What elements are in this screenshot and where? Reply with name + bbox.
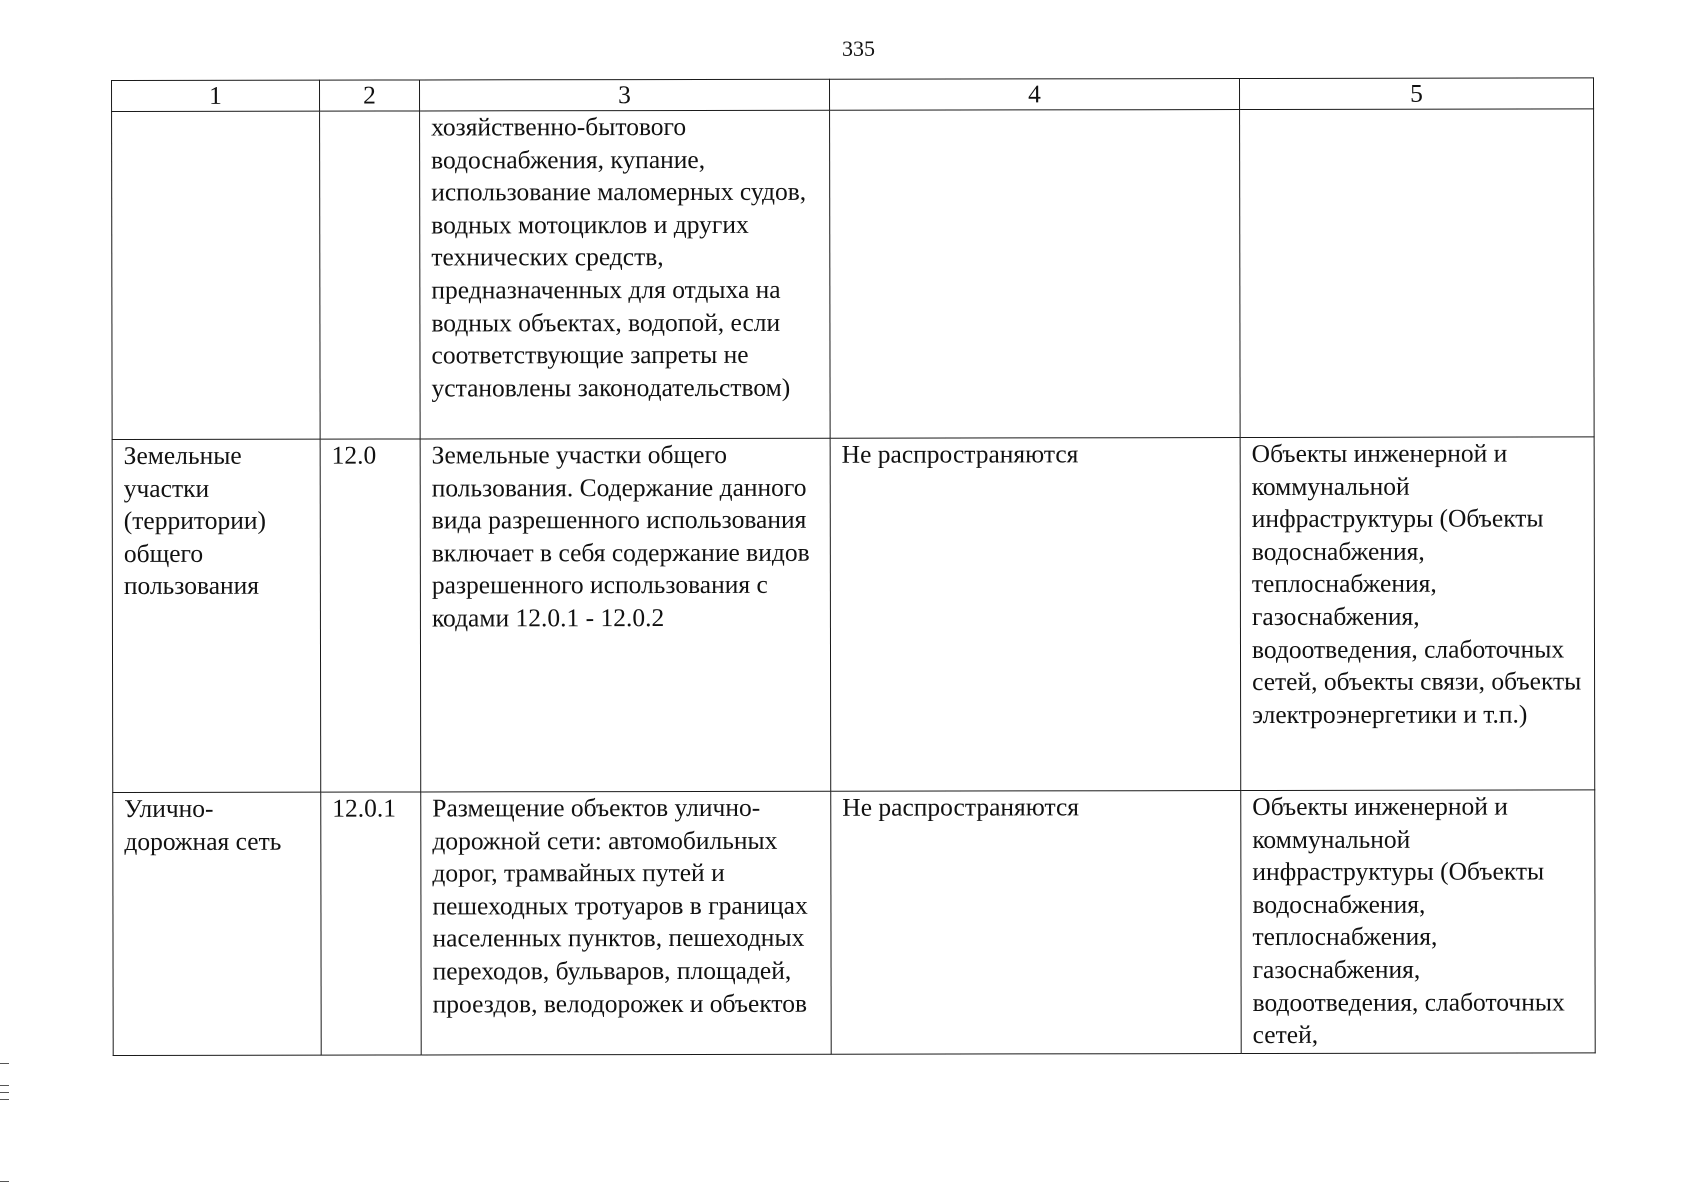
row-col5-cell: Объекты инженерной и коммунальной инфраструктуры (Объекты водоснабжения, теплоснабжения, газоснабжения, водоотведения, слаботочных сетей, xyxy=(1241,790,1595,1054)
column-header-4: 4 xyxy=(829,79,1239,111)
row-name-cell: Земельные участки (территории) общего пользования xyxy=(112,439,321,792)
scan-margin-mark xyxy=(0,1085,9,1086)
row-col5-cell: Объекты инженерной и коммунальной инфраструктуры (Объекты водоснабжения, теплоснабжения, газоснабжения, водоотведения, слаботочных сетей, объекты связи, объекты электроэнергетики и т.п.) xyxy=(1240,437,1595,791)
table-row xyxy=(112,109,1595,440)
scan-margin-mark xyxy=(0,1092,9,1093)
page-number: 335 xyxy=(842,36,875,61)
table-row xyxy=(113,790,1595,1056)
column-header-3: 3 xyxy=(420,79,830,111)
row-code-cell: 12.0.1 xyxy=(321,792,421,1055)
row-description-cell: хозяйственно-бытового водоснабжения, купание, использование маломерных судов, водных мотоциклов и других технических средств, предназначенных для отдыха на водных объектах, водопой, если соответствующие запреты не установлены законодательством) xyxy=(420,110,831,439)
row-code-cell: 12.0 xyxy=(320,439,421,792)
row-col4-cell: Не распространяются xyxy=(831,791,1241,1055)
column-header-1: 1 xyxy=(112,80,320,111)
scan-margin-mark xyxy=(0,1099,9,1100)
row-col4-cell: Не распространяются xyxy=(830,438,1241,792)
row-name-cell xyxy=(112,111,321,439)
row-code-cell xyxy=(320,111,421,439)
row-name-cell: Улично-дорожная сеть xyxy=(113,792,321,1055)
table-header-row xyxy=(112,78,1594,112)
row-col5-cell xyxy=(1240,109,1595,438)
row-description-cell: Размещение объектов улично-дорожной сети: автомобильных дорог, трамвайных путей и пешеходных тротуаров в границах населенных пунктов, пешеходных переходов, бульваров, площадей, проездов, велодорожек и объектов xyxy=(421,791,831,1055)
column-header-2: 2 xyxy=(320,80,420,111)
scan-margin-mark xyxy=(0,1181,9,1182)
scan-margin-mark xyxy=(0,1063,9,1064)
land-use-table xyxy=(111,77,1596,1056)
column-header-5: 5 xyxy=(1239,78,1593,110)
row-description-cell: Земельные участки общего пользования. Содержание данного вида разрешенного использования включает в себя содержание видов разрешенного использования с кодами 12.0.1 - 12.0.2 xyxy=(420,438,831,792)
row-col4-cell xyxy=(830,110,1241,439)
table-row xyxy=(112,437,1595,793)
